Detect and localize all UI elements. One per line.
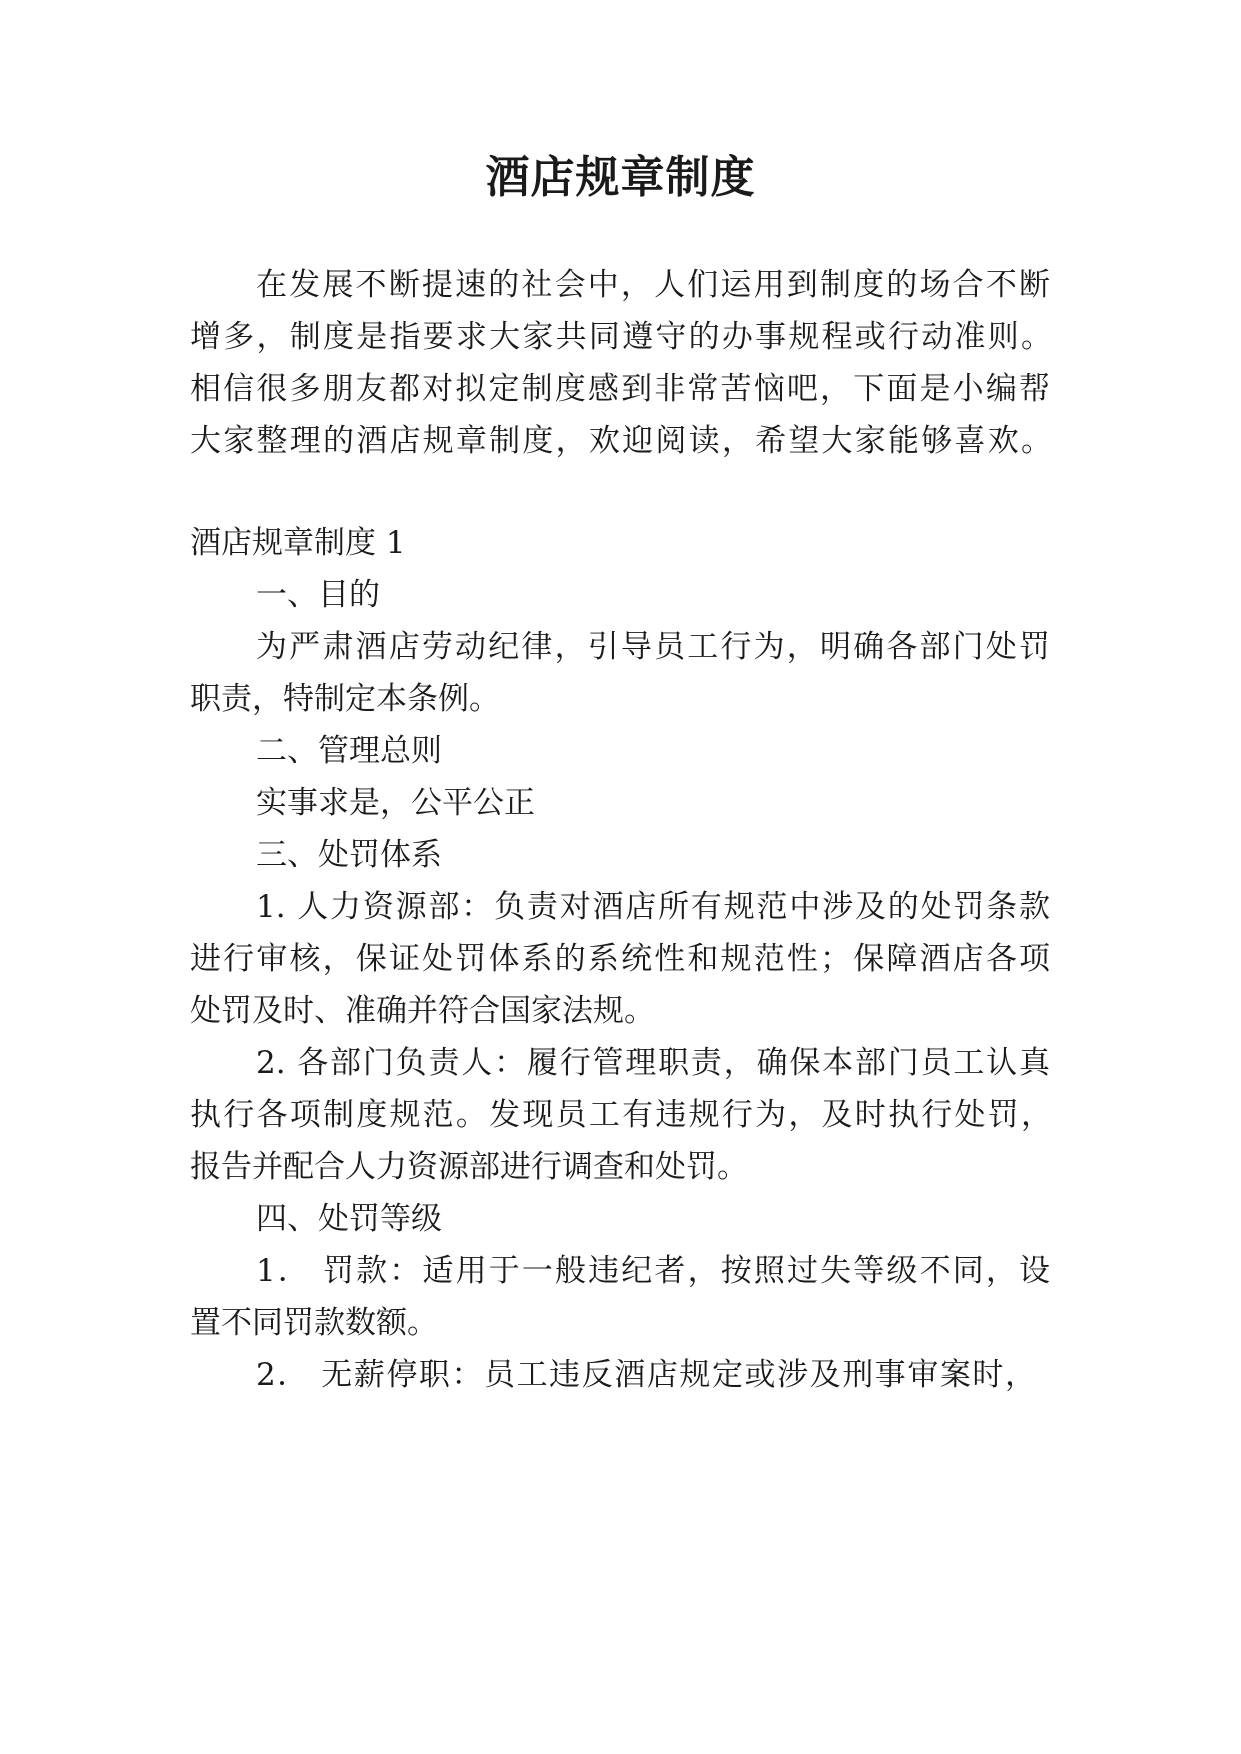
section-line: 四、处罚等级: [256, 1201, 442, 1237]
section-line: 职责，特制定本条例。: [190, 681, 500, 717]
section-line: 处罚及时、准确并符合国家法规。: [190, 993, 655, 1029]
section-line: 1. 人力资源部：负责对酒店所有规范中涉及的处罚条款: [256, 889, 1050, 925]
document-title: 酒店规章制度: [485, 152, 756, 203]
section-line: 1． 罚款：适用于一般违纪者，按照过失等级不同，设: [256, 1253, 1050, 1289]
section-line: 2． 无薪停职：员工违反酒店规定或涉及刑事审案时，: [256, 1357, 1036, 1393]
intro-line-2: 增多，制度是指要求大家共同遵守的办事规程或行动准则。: [190, 319, 1052, 355]
section-line: 为严肃酒店劳动纪律，引导员工行为，明确各部门处罚: [256, 629, 1050, 665]
section-line: 置不同罚款数额。: [190, 1305, 438, 1341]
section-line: 三、处罚体系: [256, 837, 442, 873]
section-line: 执行各项制度规范。发现员工有违规行为，及时执行处罚，: [190, 1097, 1052, 1133]
section-heading: 酒店规章制度 1: [190, 525, 406, 561]
section-line: 一、目的: [256, 577, 380, 613]
section-line: 实事求是，公平公正: [256, 785, 535, 821]
section-line: 2. 各部门负责人：履行管理职责，确保本部门员工认真: [256, 1045, 1050, 1081]
intro-line-4: 大家整理的酒店规章制度，欢迎阅读，希望大家能够喜欢。: [190, 423, 1052, 459]
section-line: 报告并配合人力资源部进行调查和处罚。: [190, 1149, 748, 1185]
intro-line-1: 在发展不断提速的社会中，人们运用到制度的场合不断: [256, 267, 1050, 303]
intro-line-3: 相信很多朋友都对拟定制度感到非常苦恼吧，下面是小编帮: [190, 371, 1050, 407]
section-line: 二、管理总则: [256, 733, 442, 769]
section-line: 进行审核，保证处罚体系的系统性和规范性；保障酒店各项: [190, 941, 1050, 977]
